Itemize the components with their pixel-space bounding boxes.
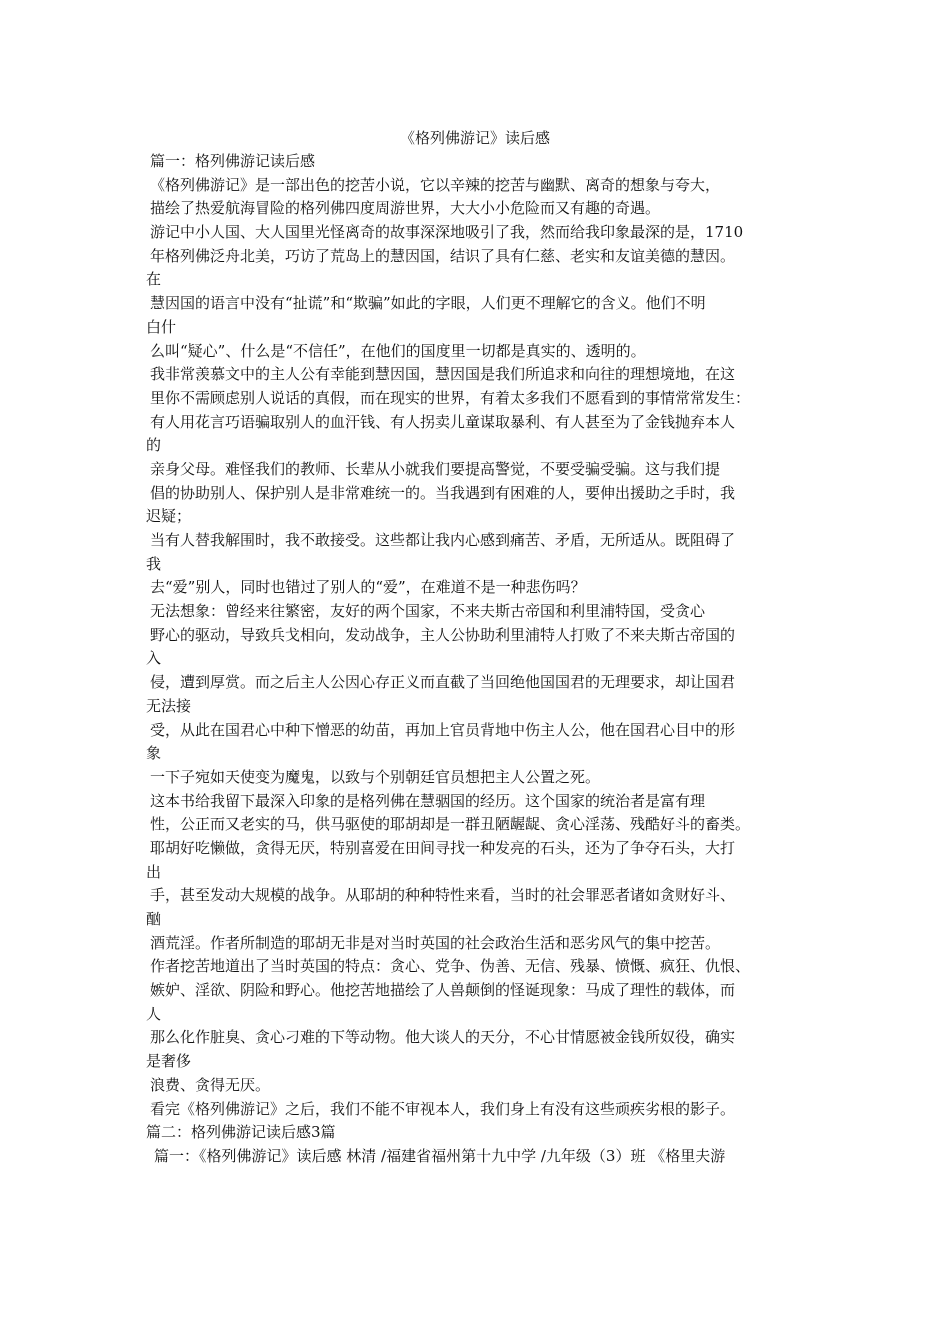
text-line: 我非常羡慕文中的主人公有幸能到慧因国，慧因国是我们所追求和向往的理想境地，在这: [150, 365, 736, 384]
text-line: 酗: [146, 910, 162, 928]
text-line: 去“爱”别人，同时也错过了别人的“爱”，在难道不是一种悲伤吗？: [150, 578, 586, 597]
text-line: 嫉妒、淫欲、阴险和野心。他挖苦地描绘了人兽颠倒的怪诞现象：马成了理性的载体，而: [150, 981, 736, 1000]
text-line: 的: [146, 436, 162, 455]
text-line: 迟疑；: [146, 507, 192, 526]
text-line: 这本书给我留下最深入印象的是格列佛在慧骃国的经历。这个国家的统治者是富有理: [150, 791, 706, 810]
text-line: 描绘了热爱航海冒险的格列佛四度周游世界，大大小小危险而又有趣的奇遇。: [150, 199, 661, 218]
text-line: 象: [146, 744, 162, 763]
text-line: 手，甚至发动大规模的战争。从耶胡的种种特性来看，当时的社会罪恶者诸如贪财好斗、: [150, 886, 736, 905]
text-line: 耶胡好吃懒做，贪得无厌，特别喜爱在田间寻找一种发亮的石头，还为了争夺石头，大打: [150, 838, 736, 857]
text-line: 白什: [146, 317, 177, 336]
text-line: 倡的协助别人、保护别人是非常难统一的。当我遇到有困难的人，要伸出援助之手时，我: [150, 483, 736, 502]
text-line: 篇一：《格列佛游记》读后感 林清 /福建省福州第十九中学 /九年级（3）班 《格里夫游: [154, 1146, 726, 1165]
text-line: 是奢侈: [146, 1052, 192, 1071]
text-line: 一下子宛如天使变为魔鬼，以致与个别朝廷官员想把主人公置之死。: [150, 767, 601, 786]
text-line: 浪费、贪得无厌。: [150, 1075, 271, 1094]
text-line: 慧因国的语言中没有“扯谎”和“欺骗”如此的字眼，人们更不理解它的含义。他们不明: [150, 294, 706, 313]
text-line: 受，从此在国君心中种下憎恶的幼苗，再加上官员背地中伤主人公，他在国君心目中的形: [150, 720, 736, 739]
text-line: 年格列佛泛舟北美，巧访了荒岛上的慧因国，结识了具有仁慈、老实和友谊美德的慧因。: [150, 246, 736, 265]
text-line: 里你不需顾虑别人说话的真假，而在现实的世界，有着太多我们不愿看到的事情常常发生：: [150, 388, 751, 407]
text-line: 《格列佛游记》是一部出色的挖苦小说，它以辛辣的挖苦与幽默、离奇的想象与夸大，: [150, 175, 721, 194]
text-line: 么叫“疑心”、什么是“不信任”，在他们的国度里一切都是真实的、透明的。: [150, 341, 646, 360]
text-line: 无法想象：曾经来往繁密，友好的两个国家，不来夫斯古帝国和利里浦特国，受贪心: [150, 602, 706, 621]
text-line: 游记中小人国、大人国里光怪离奇的故事深深地吸引了我，然而给我印象最深的是，1710: [150, 223, 744, 242]
text-line: 无法接: [146, 696, 192, 715]
text-line: 篇一：格列佛游记读后感: [150, 152, 316, 170]
text-line: 作者挖苦地道出了当时英国的特点：贪心、党争、伪善、无信、残暴、愤慨、疯狂、仇恨、: [150, 957, 751, 976]
text-line: 侵，遭到厚赏。而之后主人公因心存正义而直截了当回绝他国国君的无理要求，却让国君: [150, 673, 736, 692]
text-line: 我: [146, 554, 162, 573]
text-line: 亲身父母。难怪我们的教师、长辈从小就我们要提高警觉，不要受骗受骗。这与我们提: [150, 459, 721, 478]
text-line: 人: [146, 1004, 162, 1023]
text-line: 出: [146, 862, 162, 881]
text-line: 篇二：格列佛游记读后感3篇: [146, 1123, 336, 1142]
text-line: 性，公正而又老实的马，供马驱使的耶胡却是一群丑陋龌龊、贪心淫荡、残酷好斗的畜类。: [150, 815, 751, 834]
text-line: 在: [146, 270, 162, 289]
text-line: 当有人替我解围时，我不敢接受。这些都让我内心感到痛苦、矛盾，无所适从。既阻碍了: [150, 531, 736, 549]
text-line: 入: [146, 649, 162, 668]
document-body: [146, 150, 816, 1169]
text-line: 酒荒淫。作者所制造的耶胡无非是对当时英国的社会政治生活和恶劣风气的集中挖苦。: [150, 933, 721, 952]
text-line: 野心的驱动，导致兵戈相向，发动战争，主人公协助利里浦特人打败了不来夫斯古帝国的: [150, 625, 736, 644]
text-line: 那么化作脏臭、贪心刁难的下等动物。他大谈人的天分，不心甘情愿被金钱所奴役，确实: [150, 1028, 736, 1047]
text-line: 有人用花言巧语骗取别人的血汗钱、有人拐卖儿童谋取暴利、有人甚至为了金钱抛弃本人: [150, 412, 736, 431]
document-title: 《格列佛游记》读后感: [399, 129, 550, 147]
text-line: 看完《格列佛游记》之后，我们不能不审视本人，我们身上有没有这些顽疾劣根的影子。: [150, 1099, 736, 1118]
